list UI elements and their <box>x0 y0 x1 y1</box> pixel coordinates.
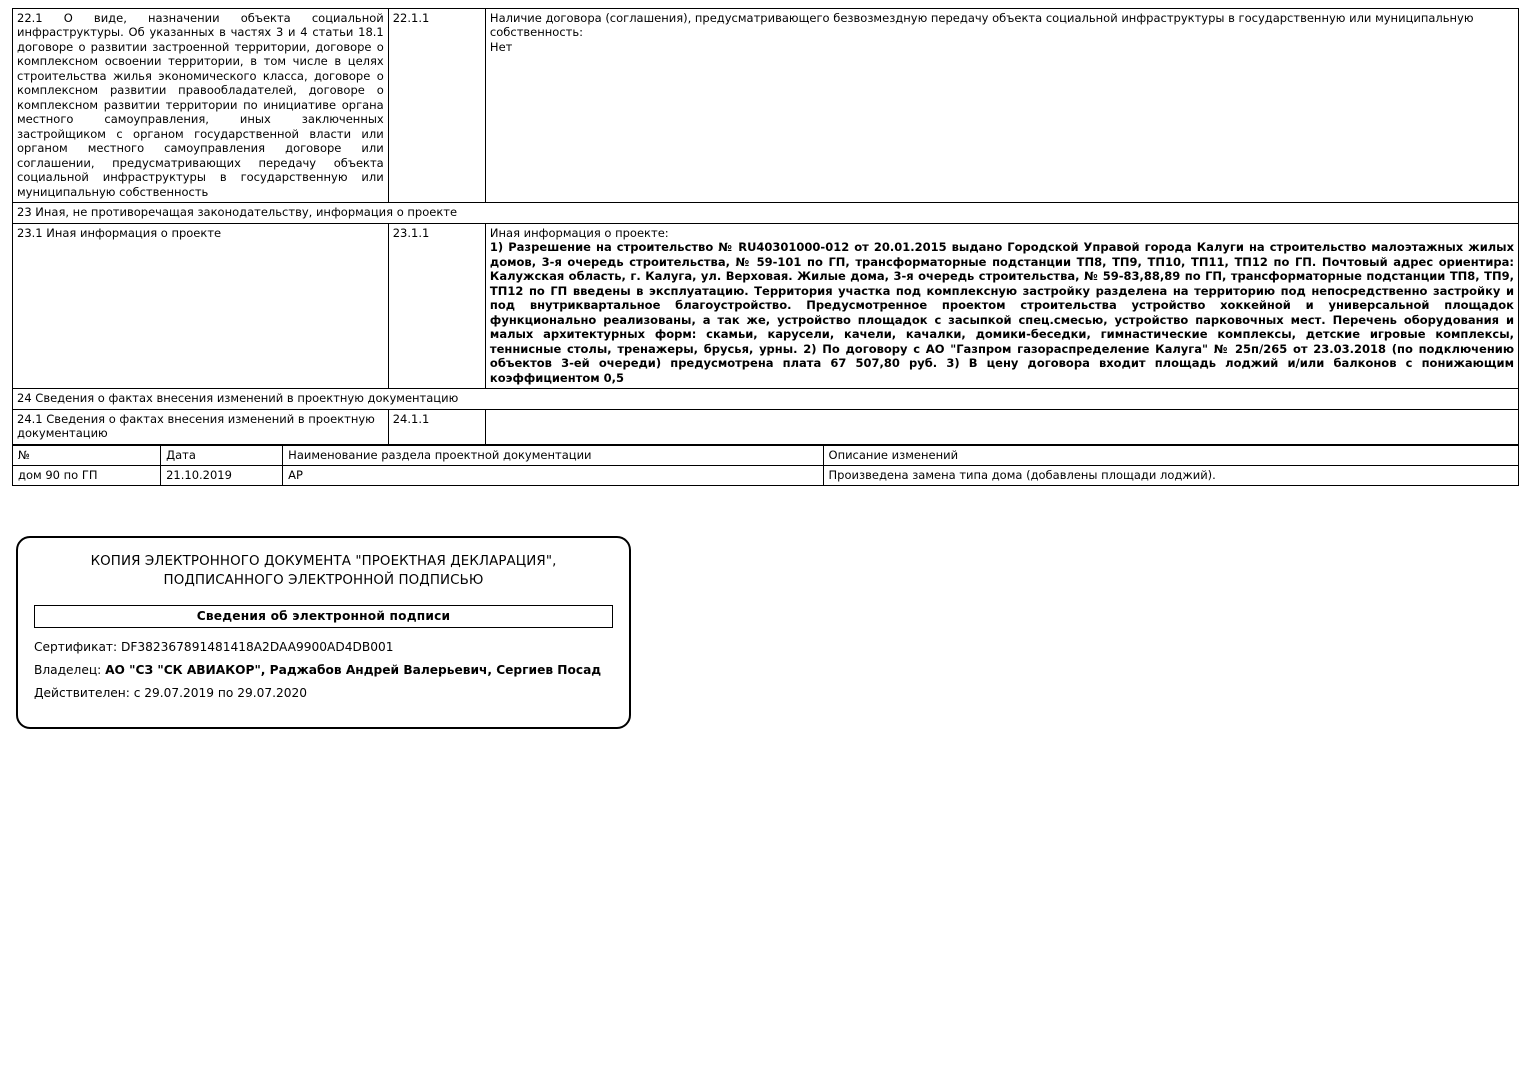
row-23-1-number: 23.1.1 <box>388 223 485 388</box>
changes-header-row <box>13 445 1519 465</box>
stamp-title-line2: ПОДПИСАННОГО ЭЛЕКТРОННОЙ ПОДПИСЬЮ <box>163 573 484 589</box>
electronic-signature-stamp <box>16 536 631 729</box>
stamp-certificate <box>34 638 613 657</box>
table-row <box>13 465 1519 485</box>
row-22-1-label: 22.1 О виде, назначении объекта социальной инфраструктуры. Об указанных в частях 3 и 4 статьи 18.1 договоре о развитии застроенной территории, договоре о комплексном освоении территории, в том числе в целях строительства жилья экономического класса, договоре о комплексном развитии правообладателей, договоре о комплексном развитии территории по инициативе органа местного самоуправления, иных заключенных застройщиком с органом государственной власти или органом местного самоуправления договоре или соглашении, предусматривающих передачу объекта социальной инфраструктуры в государственную или муниципальную собственность <box>13 9 389 203</box>
section-23-header-row <box>13 203 1519 223</box>
stamp-owner-label: Владелец: <box>34 662 106 677</box>
table-row <box>13 9 1519 203</box>
document-page <box>0 8 1529 1088</box>
stamp-certificate-label: Сертификат: <box>34 639 122 654</box>
stamp-subtitle: Сведения об электронной подписи <box>34 605 613 628</box>
changes-cell-date: 21.10.2019 <box>161 465 283 485</box>
stamp-owner <box>34 661 613 680</box>
changes-cell-no: дом 90 по ГП <box>13 465 161 485</box>
changes-header-description: Описание изменений <box>823 445 1518 465</box>
row-23-1-value-intro: Иная информация о проекте: <box>489 225 669 240</box>
stamp-certificate-value: DF382367891481418A2DAA9900AD4DB001 <box>121 639 394 654</box>
row-24-1-number: 24.1.1 <box>388 409 485 444</box>
stamp-title <box>34 552 613 591</box>
row-22-1-number: 22.1.1 <box>388 9 485 203</box>
changes-cell-section: АР <box>283 465 823 485</box>
row-23-1-label: 23.1 Иная информация о проекте <box>13 223 389 388</box>
changes-header-no: № <box>13 445 161 465</box>
row-23-1-value <box>485 223 1518 388</box>
row-23-1-value-body: 1) Разрешение на строительство № RU40301000-012 от 20.01.2015 выдано Городской Управой города Калуги на строительство малоэтажных жилых домов, 3-я очередь строительства, № 59-101 по ГП, трансформаторные подстанции ТП8, ТП9, ТП10, ТП11, ТП12 по ГП. Почтовый адрес ориентира: Калужская область, г. Калуга, ул. Верховая. Жилые дома, 3-я очередь строительства, № 59-83,88,89 по ГП, трансформаторные подстанции ТП8, ТП9, ТП12 по ГП введены в эксплуатацию. Территория участка под комплексную застройку разделена на территорию под непосредственно застройку и под внутриквартальное благоустройство. Предусмотренное проектом строительства устройство хоккейной и универсальной площадок функционально реализованы, а так же, устройство площадок с засыпкой спец.смесью, устройство парковочных мест. Перечень оборудования и малых архитектурных форм: скамьи, карусели, качели, качалки, домики-беседки, гимнастические комплексы, детские игровые комплексы, теннисные столы, тренажеры, брусья, урны. 2) По договору с АО "Газпром газораспределение Калуга" № 25п/265 от 23.03.2018 (по подключению объектов 3-ей очереди) предусмотрена плата 67 507,80 руб. 3) В цену договора входит площадь лоджий и/или балконов с понижающим коэффициентом 0,5 <box>489 240 1514 385</box>
declaration-table <box>12 8 1519 445</box>
section-24-header: 24 Сведения о фактах внесения изменений в проектную документацию <box>13 389 1519 409</box>
table-row <box>13 409 1519 444</box>
section-23-header: 23 Иная, не противоречащая законодательству, информация о проекте <box>13 203 1519 223</box>
changes-header-date: Дата <box>161 445 283 465</box>
stamp-validity-value: с 29.07.2019 по 29.07.2020 <box>133 685 307 700</box>
table-row <box>13 223 1519 388</box>
row-22-1-value <box>485 9 1518 203</box>
row-22-1-value-line1: Наличие договора (соглашения), предусматривающего безвозмездную передачу объекта социальной инфраструктуры в государственную или муниципальную собственность: <box>489 11 1474 40</box>
stamp-validity <box>34 684 613 703</box>
section-24-header-row <box>13 389 1519 409</box>
row-24-1-value <box>485 409 1518 444</box>
stamp-owner-value: АО "СЗ "СК АВИАКОР", Раджабов Андрей Валерьевич, Сергиев Посад <box>105 662 602 677</box>
changes-cell-description: Произведена замена типа дома (добавлены площади лоджий). <box>823 465 1518 485</box>
stamp-title-line1: КОПИЯ ЭЛЕКТРОННОГО ДОКУМЕНТА "ПРОЕКТНАЯ ДЕКЛАРАЦИЯ", <box>90 554 557 569</box>
stamp-validity-label: Действителен: <box>34 685 134 700</box>
changes-header-section: Наименование раздела проектной документации <box>283 445 823 465</box>
row-22-1-value-line2: Нет <box>489 39 513 54</box>
changes-table <box>12 445 1519 486</box>
row-24-1-label: 24.1 Сведения о фактах внесения изменений в проектную документацию <box>13 409 389 444</box>
